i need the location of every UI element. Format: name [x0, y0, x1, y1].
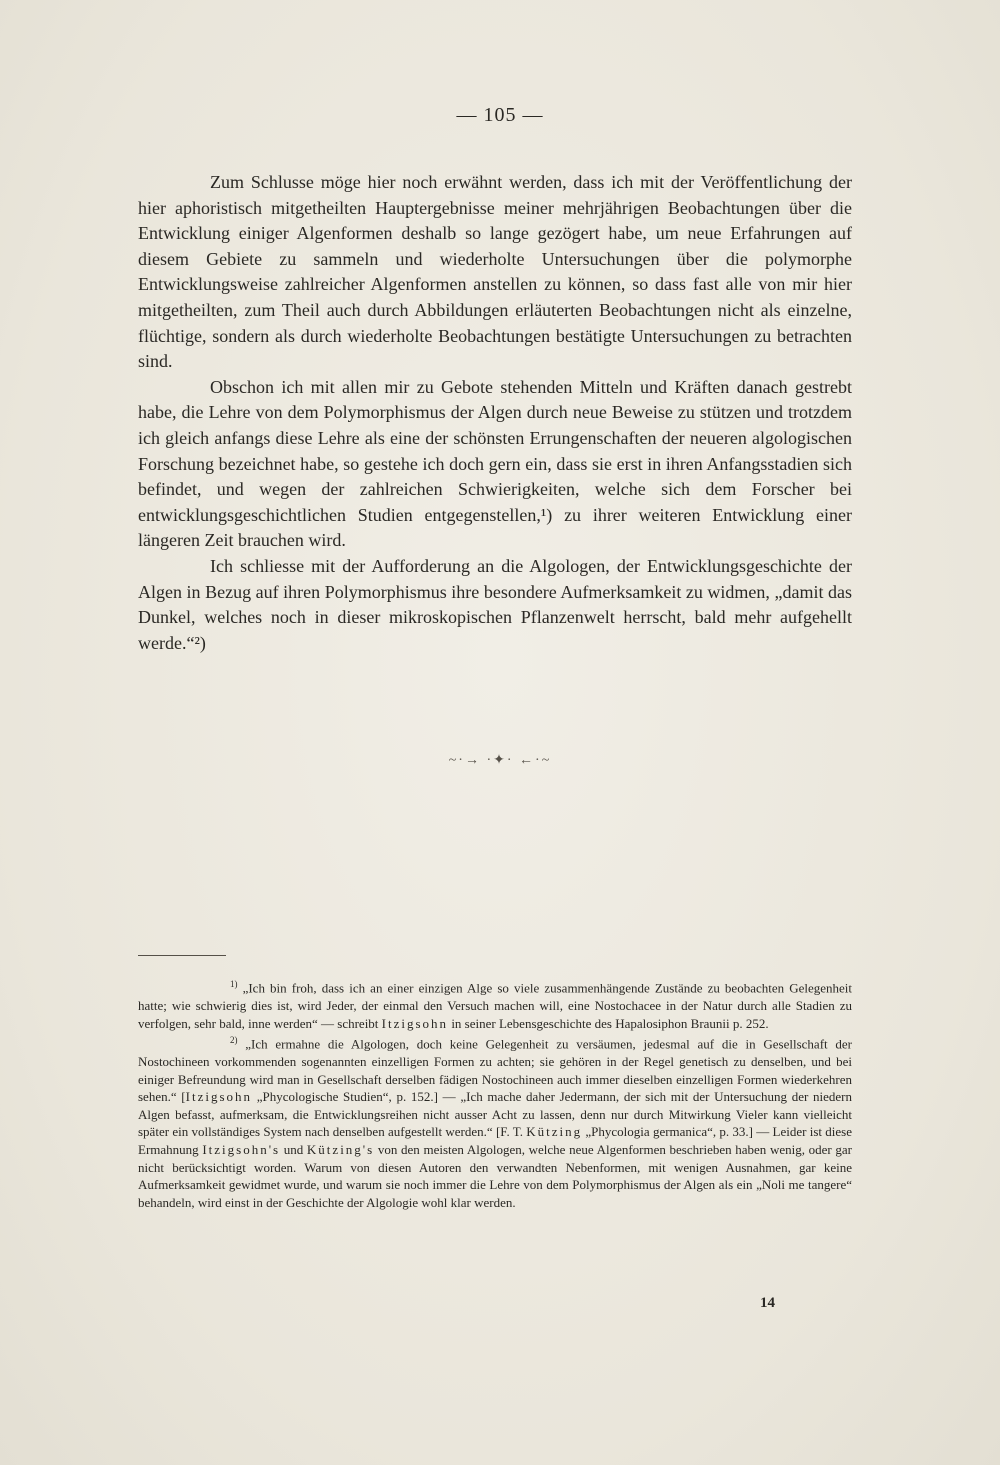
- signature-mark: 14: [760, 1295, 775, 1311]
- author-name: Itzigsohn: [381, 1015, 449, 1031]
- footnotes: [138, 976, 852, 1211]
- footnote-text: von den meisten Algologen, welche neue Algenformen beschrieben haben wenig, oder gar nicht berücksichtigt worden. Warum von diesen Autoren den verwandten Nebenformen, mit wenigen Ausnahmen, gar keine Aufmerksamkeit gewidmet wurde, und warum sie noch immer die Lehre von dem Polymorphismus der Algen als ein „Noli me tangere“ behandeln, wird einst in der Geschichte der Algologie wohl klar werden.: [138, 1142, 852, 1210]
- footnote-marker: 1): [230, 979, 238, 989]
- paragraph: Ich schliesse mit der Aufforderung an die Algologen, der Entwicklungsgeschichte der Algen in Bezug auf ihren Polymorphismus ihre besondere Aufmerksamkeit zu widmen, „damit das Dunkel, welches noch in dieser mikroskopischen Pflanzenwelt herrscht, bald mehr aufgehellt werde.“²): [138, 555, 852, 653]
- footnote-text: in seiner Lebensgeschichte des Hapalosiphon Braunii p. 252.: [448, 1015, 769, 1031]
- footnote-marker: 2): [230, 1035, 238, 1046]
- footnote-1: [138, 976, 852, 1032]
- end-ornament: ~·→ ·✦· ←·~: [448, 753, 552, 768]
- author-name: Kützing's: [306, 1142, 375, 1157]
- footnote-text: und: [280, 1142, 307, 1157]
- footnote-2: [138, 1032, 852, 1211]
- footnote-text: „Phycologische Studien“, p. 152.] — „Ich mache daher Jedermann, der sich mit der Untersuchung der niedern Algen befasst, aufmerksam, die Entwicklungsreihen nicht ausser Acht zu lassen, denn nur durch Mitwirkung Vieler kann vielleicht später ein vollständiges System nach denselben aufgestellt werden.“ [F. T.: [138, 1089, 853, 1140]
- paragraph: Obschon ich mit allen mir zu Gebote stehenden Mitteln und Kräften danach gestrebt habe, die Lehre von dem Polymorphismus der Algen durch neue Beweise zu stützen und trotzdem ich gleich anfangs diese Lehre als eine der schönsten Errungenschaften der neueren algologischen Forschung bezeichnet habe, so gestehe ich doch gern ein, dass sie erst in ihren Anfangsstadien sich befindet, und wegen der zahlreichen Schwierigkeiten, welche sich dem Forscher bei entwicklungsgeschichtlichen Studien entgegenstellen,¹) zu ihrer weiteren Entwicklung einer längeren Zeit brauchen wird.: [138, 376, 852, 551]
- footnote-text: „Ich ermahne die Algologen, doch keine Gelegenheit zu versäumen, jedesmal auf die in Gesellschaft der Nostochineen vorkommenden sogenannten einzelligen Formen zu achten; sie gehören in der Regel genetisch zu denselben, und bei einiger Befreundung wird man in Gesellschaft derselben fädigen Nostochineen auch immer dieselben einzelligen Formen wiederkehren sehen.“ [: [138, 1036, 852, 1105]
- paragraph: Zum Schlusse möge hier noch erwähnt werden, dass ich mit der Veröffentlichung der hier aphoristisch mitgetheilten Hauptergebnisse meiner mehrjährigen Beobachtungen über die Entwicklung einiger Algenformen deshalb so lange gezögert habe, um neue Erfahrungen auf diesem Gebiete zu sammeln und wiederholte Untersuchungen über die polymorphe Entwicklungsweise zahlreicher Algenformen anstellen zu können, so dass fast alle von mir hier mitgetheilten, zum Theil auch durch Abbildungen erläuterten Beobachtungen nicht als einzelne, flüchtige, sondern als durch wiederholte Beobachtungen bestätigte Untersuchungen zu betrachten sind.: [138, 172, 852, 372]
- footnote-rule: [138, 955, 226, 956]
- author-name: Itzigsohn's: [202, 1142, 281, 1157]
- author-name: Itzigsohn: [185, 1089, 253, 1105]
- page-number: — 105 —: [456, 104, 544, 126]
- footnote-text: „Phycologia germanica“, p. 33.] — Leider ist diese Ermahnung: [138, 1124, 852, 1157]
- footnote-text: „Ich bin froh, dass ich an einer einzigen Alge so viele zusammenhängende Zustände zu beobachten Gelegenheit hatte; wie schwierig dies ist, wird Jeder, der einmal den Versuch machen will, eine Nostochacee in der Natur durch alle Stadien zu verfolgen, sehr bald, inne werden“ — schreibt: [138, 980, 852, 1031]
- body-text: [138, 170, 852, 656]
- author-name: Kützing: [526, 1124, 583, 1140]
